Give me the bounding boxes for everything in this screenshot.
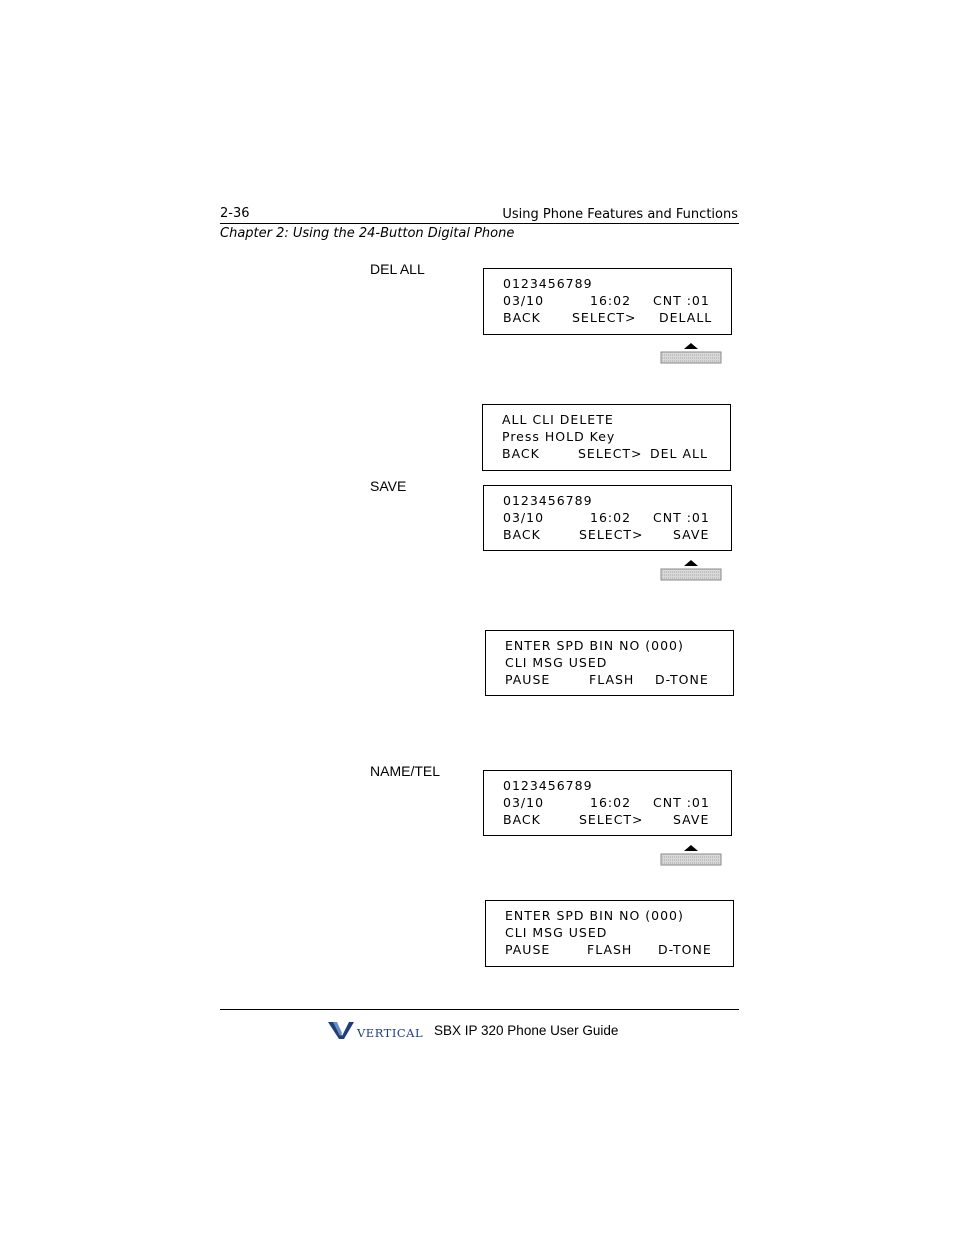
footer-divider	[220, 1009, 739, 1010]
softkey-label-back: BACK	[503, 527, 541, 542]
logo-text: VERTICAL	[357, 1026, 424, 1040]
lcd-display-del-all	[483, 268, 732, 335]
lcd-count: CNT :01	[653, 293, 710, 308]
chapter-title: Chapter 2: Using the 24-Button Digital Phone	[220, 226, 515, 241]
softkey-label-select: SELECT>	[579, 527, 644, 542]
lcd-date: 03/10	[503, 795, 545, 810]
softkey-label-select: SELECT>	[579, 812, 644, 827]
softkey-label-select: SELECT>	[578, 446, 643, 461]
softkey-label-pause: PAUSE	[505, 942, 551, 957]
section-title: Using Phone Features and Functions	[502, 207, 738, 222]
lcd-line: Press HOLD Key	[502, 429, 616, 444]
softkey-label-delall: DEL ALL	[650, 446, 708, 461]
soft-key-icon	[660, 557, 722, 581]
lcd-display-save	[483, 485, 732, 551]
lcd-line: 0123456789	[503, 276, 593, 291]
soft-key-icon	[660, 842, 722, 866]
lcd-time: 16:02	[590, 795, 632, 810]
lcd-line: CLI MSG USED	[505, 925, 608, 940]
lcd-count: CNT :01	[653, 795, 710, 810]
lcd-line: CLI MSG USED	[505, 655, 608, 670]
lcd-line: 0123456789	[503, 493, 593, 508]
softkey-label-delall: DELALL	[659, 310, 713, 325]
save-label: SAVE	[370, 478, 407, 494]
lcd-display-spd-bin-2	[485, 900, 734, 967]
lcd-date: 03/10	[503, 293, 545, 308]
lcd-line: ENTER SPD BIN NO (000)	[505, 908, 684, 923]
name-tel-label: NAME/TEL	[370, 763, 441, 779]
lcd-display-spd-bin	[485, 630, 734, 696]
lcd-display-cli-delete	[482, 404, 731, 471]
lcd-time: 16:02	[590, 293, 632, 308]
softkey-label-pause: PAUSE	[505, 672, 551, 687]
softkey-label-save: SAVE	[673, 812, 710, 827]
lcd-display-name-tel	[483, 770, 732, 836]
lcd-line: 0123456789	[503, 778, 593, 793]
vertical-logo	[328, 1019, 428, 1041]
softkey-label-select: SELECT>	[572, 310, 637, 325]
softkey-label-back: BACK	[502, 446, 540, 461]
lcd-date: 03/10	[503, 510, 545, 525]
guide-title: SBX IP 320 Phone User Guide	[434, 1023, 619, 1038]
softkey-label-flash: FLASH	[587, 942, 633, 957]
softkey-label-save: SAVE	[673, 527, 710, 542]
page-number: 2-36	[220, 206, 250, 221]
lcd-line: ALL CLI DELETE	[502, 412, 614, 427]
softkey-label-dtone: D-TONE	[658, 942, 712, 957]
lcd-count: CNT :01	[653, 510, 710, 525]
del-all-label: DEL ALL	[370, 261, 425, 277]
softkey-label-back: BACK	[503, 310, 541, 325]
softkey-label-back: BACK	[503, 812, 541, 827]
softkey-label-dtone: D-TONE	[655, 672, 709, 687]
lcd-time: 16:02	[590, 510, 632, 525]
softkey-label-flash: FLASH	[589, 672, 635, 687]
header-divider	[220, 223, 739, 224]
lcd-line: ENTER SPD BIN NO (000)	[505, 638, 684, 653]
soft-key-icon	[660, 340, 722, 364]
